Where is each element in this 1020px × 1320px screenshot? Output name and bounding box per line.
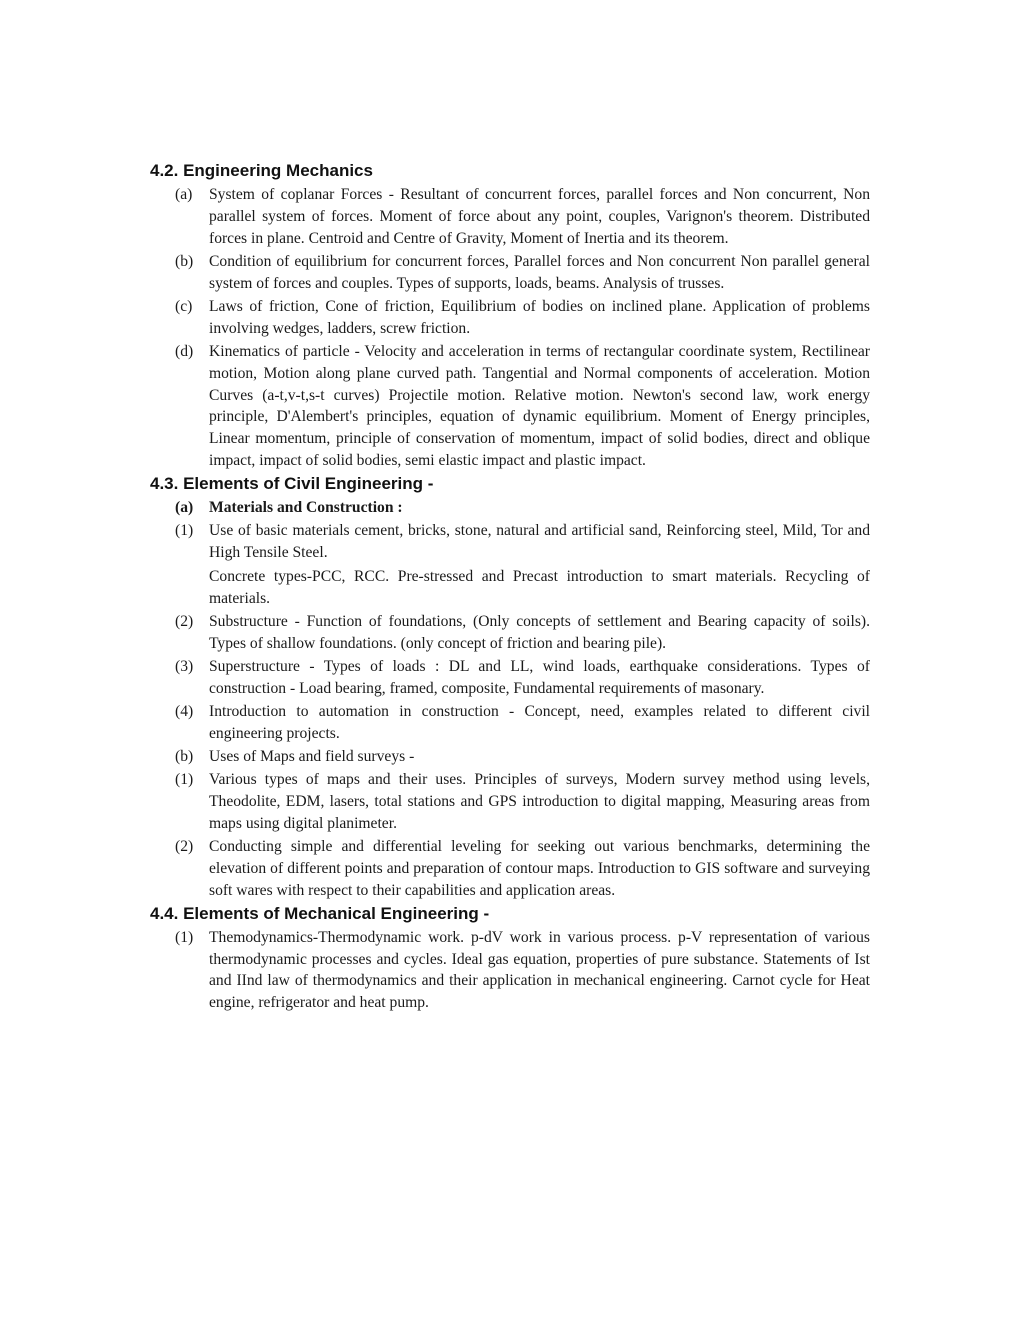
item-text: Kinematics of particle - Velocity and acceleration in terms of rectangular coordinate system, Rectilinear motion, Motion along plane curved path. Tangential and Normal components of acceleration. Motion Curves (a-t,v-t,s-t curves) Projectile motion. Relative motion. Newton's second law, work energy principle, D'Alembert's principles, equation of dynamic equilibrium. Moment of Energy principles, Linear momentum, principle of conservation of momentum, impact of solid bodies, direct and oblique impact, impact of solid bodies, semi elastic impact and plastic impact. [209, 343, 870, 470]
item-text: Themodynamics-Thermodynamic work. p-dV work in various process. p-V representation of various thermodynamic processes and cycles. Ideal gas equation, properties of pure substance. Statements of Ist and IInd law of thermodynamics and their application in mechanical engineering. Carnot cycle for Heat engine, refrigerator and heat pump. [209, 928, 870, 1012]
list-item [150, 836, 870, 901]
item-marker: (3) [175, 657, 194, 675]
section-civil-engineering [150, 473, 870, 902]
item-marker: (b) [175, 748, 194, 766]
list-item [150, 184, 870, 249]
section-heading: 4.2. Engineering Mechanics [150, 161, 373, 180]
section-heading: 4.4. Elements of Mechanical Engineering - [150, 903, 490, 923]
item-marker: (1) [175, 928, 194, 946]
list-item [150, 520, 870, 564]
item-text: Substructure - Function of foundations, (Only concepts of settlement and Bearing capacity of soils). Types of shallow foundations. (only concept of friction and bearing pile). [209, 612, 870, 652]
item-text: Laws of friction, Cone of friction, Equilibrium of bodies on inclined plane. Application of problems involving wedges, ladders, screw friction. [209, 297, 870, 337]
item-text: Various types of maps and their uses. Principles of surveys, Modern survey method using levels, Theodolite, EDM, lasers, total stations and GPS introduction to digital mapping, Measuring areas from maps using digital planimeter. [209, 771, 870, 833]
item-continuation: Concrete types-PCC, RCC. Pre-stressed and Precast introduction to smart materials. Recycling of materials. [209, 567, 870, 607]
item-marker: (2) [175, 838, 194, 856]
section-mechanical-engineering [150, 903, 870, 1014]
list-item [150, 656, 870, 700]
item-marker: (2) [175, 612, 194, 630]
list-item [150, 769, 870, 834]
list-item [150, 497, 870, 519]
item-marker: (b) [175, 252, 194, 270]
item-text: Condition of equilibrium for concurrent forces, Parallel forces and Non concurrent Non parallel general system of forces and couples. Types of supports, loads, beams. Analysis of trusses. [209, 252, 870, 292]
section-engineering-mechanics [150, 160, 870, 472]
item-marker: (1) [175, 771, 194, 789]
item-text: Uses of Maps and field surveys - [209, 748, 415, 766]
item-text: Superstructure - Types of loads : DL and LL, wind loads, earthquake considerations. Types of construction - Load bearing, framed, composite, Fundamental requirements of masonary. [209, 657, 870, 697]
item-text: System of coplanar Forces - Resultant of concurrent forces, parallel forces and Non concurrent, Non parallel system of forces. Moment of force about any point, couples, Varignon's theorem. Distributed forces in plane. Centroid and Centre of Gravity, Moment of Inertia and its theorem. [209, 186, 870, 247]
item-text: Use of basic materials cement, bricks, stone, natural and artificial sand, Reinforcing steel, Mild, Tor and High Tensile Steel. [209, 522, 870, 561]
item-text: Materials and Construction : [209, 498, 403, 516]
item-marker: (1) [175, 522, 194, 540]
list-item [150, 746, 870, 768]
list-item [150, 251, 870, 295]
document-page [150, 160, 870, 1014]
list-item [150, 611, 870, 655]
item-marker: (c) [175, 297, 193, 315]
list-item [150, 296, 870, 340]
item-text: Conducting simple and differential leveling for seeking out various benchmarks, determining the elevation of different points and preparation of contour maps. Introduction to GIS software and surveying soft wares with respect to their capabilities and application areas. [209, 838, 870, 899]
item-text: Introduction to automation in construction - Concept, need, examples related to different civil engineering projects. [209, 703, 870, 742]
item-marker: (a) [175, 498, 194, 516]
item-marker: (a) [175, 186, 193, 203]
item-marker: (d) [175, 343, 194, 361]
list-item [150, 927, 870, 1014]
section-heading: 4.3. Elements of Civil Engineering - [150, 473, 434, 493]
list-item [150, 701, 870, 745]
item-marker: (4) [175, 703, 194, 721]
list-item [150, 341, 870, 472]
